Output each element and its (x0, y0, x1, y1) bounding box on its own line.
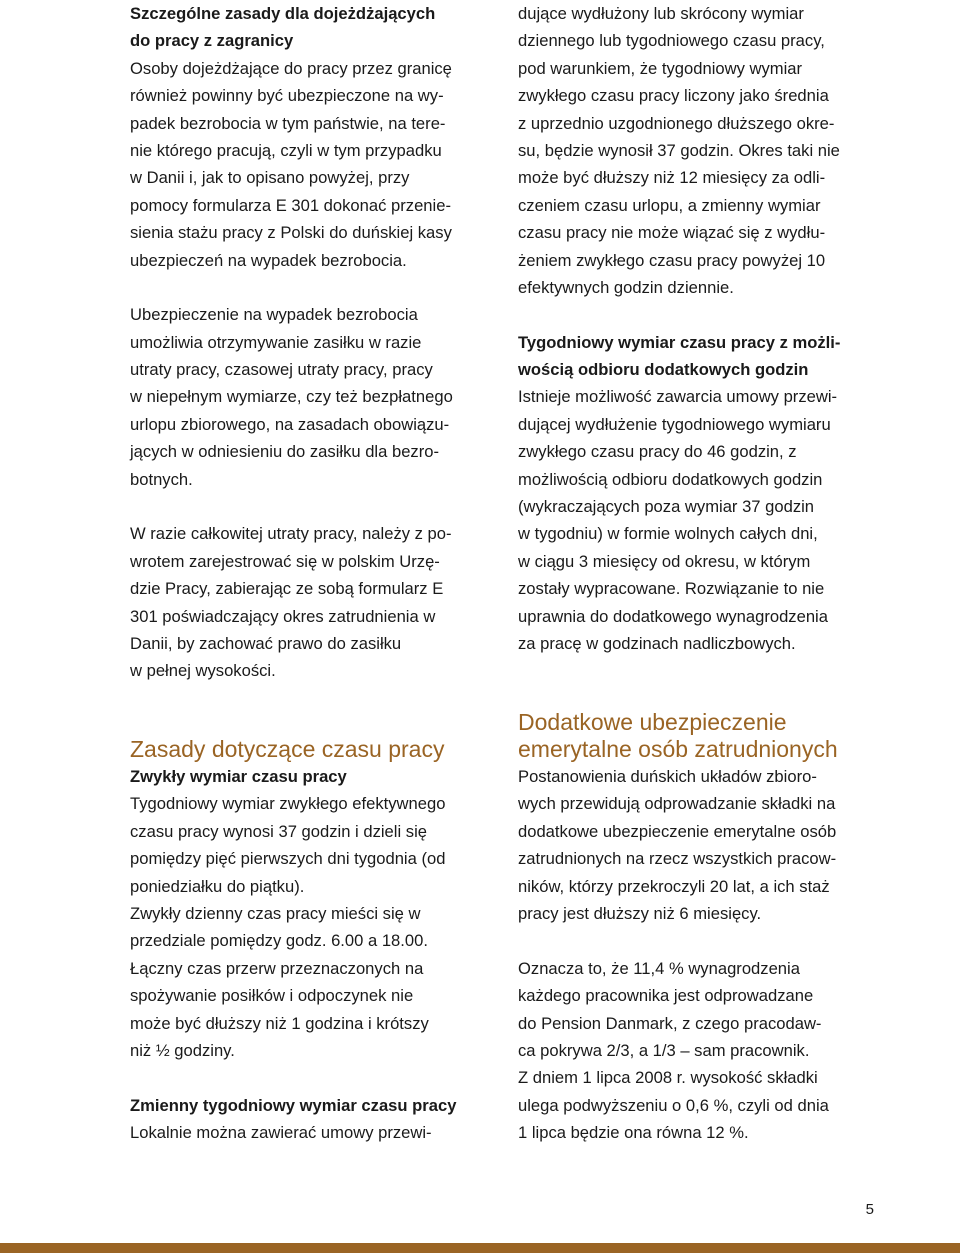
variable-hours-paragraph: Lokalnie można zawierać umowy przewi- (130, 1123, 432, 1143)
section1-paragraph-3: W razie całkowitej utraty pracy, należy z po- wrotem zarejestrować się w polskim Urzę- dzie Pracy, zabierając ze sobą formularz E 301 poświadczający okres zatrudnienia w Danii, by zachować prawo do zasiłku w pełnej wysokości. (130, 524, 452, 681)
subheading-regular-hours: Zwykły wymiar czasu pracy (130, 767, 347, 786)
section1-heading: Szczególne zasady dla dojeżdżających do pracy z zagranicy (130, 4, 436, 51)
right-column (518, 0, 890, 657)
left-column (130, 0, 502, 685)
left-column-lower (130, 736, 502, 1146)
bottom-accent-bar (0, 1243, 960, 1253)
right-column-lower (518, 709, 890, 1146)
section1-paragraph-1: Osoby dojeżdżające do pracy przez granicę również powinny być ubezpieczone na wy- padek bezrobocia w tym państwie, na tere- nie którego pracują, czyli w tym przypadku w Danii i, jak to opisano powyżej, przy pomocy formularza E 301 dokonać przenie- sienia stażu pracy z Polski do duńskiej kasy ubezpieczeń na wypadek bezrobocia. (130, 58, 452, 270)
subheading-overtime: Tygodniowy wymiar czasu pracy z możli- wością odbioru dodatkowych godzin (518, 332, 841, 380)
pension-paragraph-2: Oznacza to, że 11,4 % wynagrodzenia każdego pracownika jest odprowadzane do Pension Danmark, z czego pracodaw- ca pokrywa 2/3, a 1/3 – sam pracownik. Z dniem 1 lipca 2008 r. wysokość składki ulega podwyższeniu o 0,6 %, czyli od dnia 1 lipca będzie ona równa 12 %. (518, 958, 829, 1143)
section2-title: Zasady dotyczące czasu pracy (130, 736, 445, 762)
page-number: 5 (865, 1201, 874, 1218)
subheading-variable-hours: Zmienny tygodniowy wymiar czasu pracy (130, 1095, 457, 1115)
regular-hours-paragraph: Tygodniowy wymiar zwykłego efektywnego czasu pracy wynosi 37 godzin i dzieli się pomiędzy pięć pierwszych dni tygodnia (od poniedziałku do piątku). Zwykły dzienny czas pracy mieści się w przedziale pomiędzy godz. 6.00 a 18.00. Łączny czas przerw przeznaczonych na spożywanie posiłków i odpoczynek nie może być dłuższy niż 1 godzina i krótszy niż ½ godziny. (130, 794, 446, 1060)
overtime-paragraph: Istnieje możliwość zawarcia umowy przewi- dującej wydłużenie tygodniowego wymiaru zwykłego czasu pracy do 46 godzin, z możliwością odbioru dodatkowych godzin (wykraczających poza wymiar 37 godzin w tygodniu) w formie wolnych całych dni, w ciągu 3 miesięcy od okresu, w którym zostały wypracowane. Rozwiązanie to nie uprawnia do dodatkowego wynagrodzenia za pracę w godzinach nadliczbowych. (518, 387, 838, 653)
pension-paragraph-1: Postanowienia duńskich układów zbioro- wych przewidują odprowadzanie składki na dodatkowe ubezpieczenie emerytalne osób zatrudnionych na rzecz wszystkich pracow- ników, którzy przekroczyli 20 lat, a ich staż pracy jest dłuższy niż 6 miesięcy. (518, 767, 837, 923)
continued-paragraph: dujące wydłużony lub skrócony wymiar dziennego lub tygodniowego czasu pracy, pod warunkiem, że tygodniowy wymiar zwykłego czasu pracy liczony jako średnia z uprzednio uzgodnionego dłuższego okre- su, będzie wynosił 37 godzin. Okres taki nie może być dłuższy niż 12 miesięcy za odli- czeniem czasu urlopu, a zmienny wymiar czasu pracy nie może wiązać się z wydłu- żeniem zwykłego czasu pracy powyżej 10 efektywnych godzin dziennie. (518, 4, 840, 297)
section3-title: Dodatkowe ubezpieczenie emerytalne osób zatrudnionych (518, 709, 838, 762)
section1-paragraph-2: Ubezpieczenie na wypadek bezrobocia umożliwia otrzymywanie zasiłku w razie utraty pracy, czasowej utraty pracy, pracy w niepełnym wymiarze, czy też bezpłatnego urlopu zbiorowego, na zasadach obowiązu- jących w odniesieniu do zasiłku dla bezro- botnych. (130, 305, 453, 489)
